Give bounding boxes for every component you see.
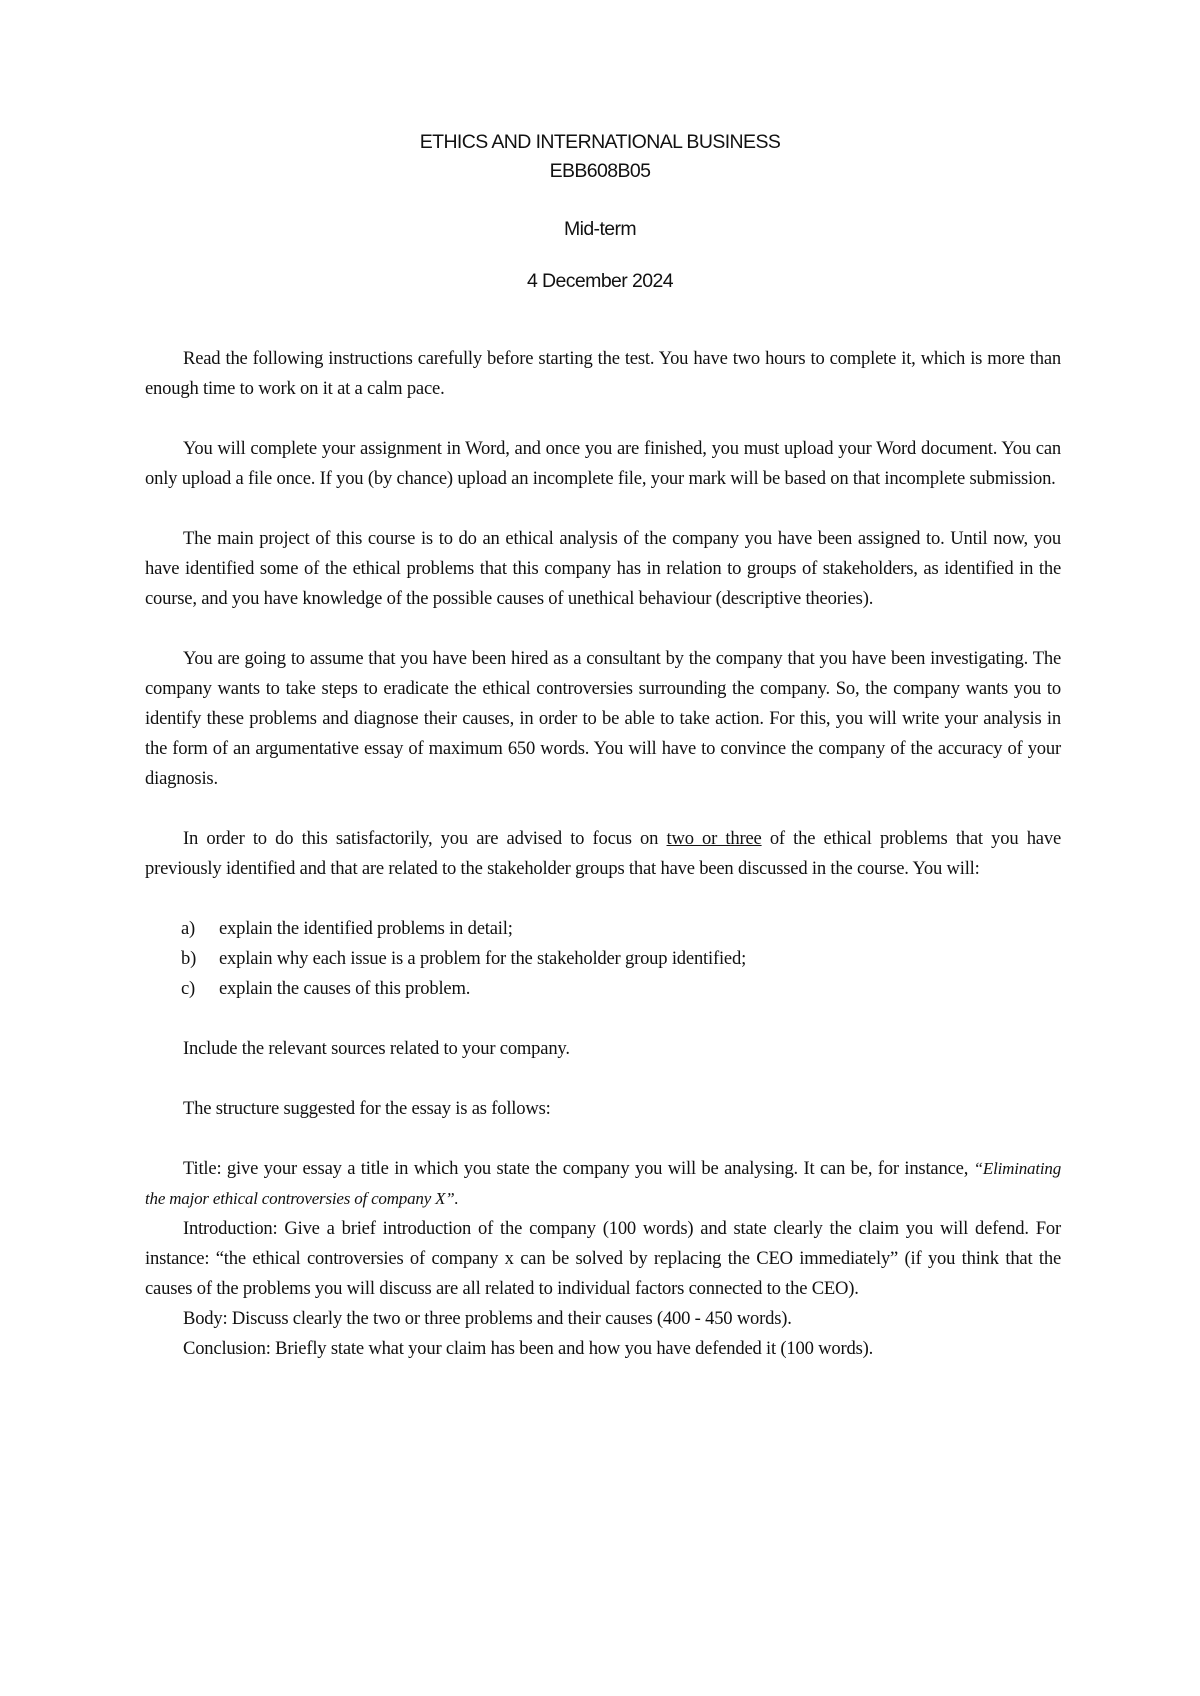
instructions-body <box>145 344 1061 1364</box>
structure-title-example: “Eliminating the major ethical controversies of company X”. <box>145 1159 1061 1208</box>
list-item-text: explain why each issue is a problem for the stakeholder group identified; <box>219 948 747 969</box>
structure-body: Body: Discuss clearly the two or three problems and their causes (400 - 450 words). <box>183 1308 792 1329</box>
paragraph-intro: Read the following instructions carefully before starting the test. You have two hours to complete it, which is more than enough time to work on it at a calm pace. <box>145 348 1061 399</box>
list-marker: c) <box>181 978 196 999</box>
structure-conclusion: Conclusion: Briefly state what your claim has been and how you have defended it (100 words). <box>183 1338 874 1359</box>
list-item-text: explain the causes of this problem. <box>219 978 471 999</box>
paragraph-sources: Include the relevant sources related to your company. <box>183 1038 570 1059</box>
paragraph-project: The main project of this course is to do an ethical analysis of the company you have been assigned to. Until now, you have identified some of the ethical problems that this company has in relation to groups of stakeholders, as identified in the course, and you have knowledge of the possible causes of unethical behaviour (descriptive theories). <box>145 528 1061 609</box>
list-item <box>145 944 1061 974</box>
list-item <box>145 914 1061 944</box>
paragraph-structure-intro: The structure suggested for the essay is as follows: <box>183 1098 551 1119</box>
task-list <box>145 914 1061 1004</box>
course-title: ETHICS AND INTERNATIONAL BUSINESS <box>419 131 781 153</box>
structure-section <box>145 1154 1061 1364</box>
list-marker: b) <box>181 948 197 969</box>
exam-date: 4 December 2024 <box>526 270 673 292</box>
paragraph-upload: You will complete your assignment in Word, and once you are finished, you must upload your Word document. You can only upload a file once. If you (by chance) upload an incomplete file, your mark will be based on that incomplete submission. <box>145 438 1061 489</box>
focus-text-before: In order to do this satisfactorily, you are advised to focus on <box>183 828 667 849</box>
structure-title-text: Title: give your essay a title in which you state the company you will be analysing. It can be, for instance, <box>183 1158 974 1179</box>
structure-introduction: Introduction: Give a brief introduction of the company (100 words) and state clearly the claim you will defend. For instance: “the ethical controversies of company x can be solved by replacing the CEO immediately” (if you think that the causes of the problems you will discuss are all related to individual factors connected to the CEO). <box>145 1218 1061 1299</box>
paragraph-focus <box>145 824 1061 884</box>
list-item <box>145 974 1061 1004</box>
course-code: EBB608B05 <box>549 160 651 182</box>
list-marker: a) <box>181 918 196 939</box>
focus-text-after: of the ethical problems that you have previously identified and that are related to the stakeholder groups that have been discussed in the course. You will: <box>145 828 1061 879</box>
list-item-text: explain the identified problems in detail; <box>219 918 513 939</box>
structure-title <box>145 1154 1061 1214</box>
exam-type: Mid-term <box>563 218 637 240</box>
paragraph-consultant: You are going to assume that you have been hired as a consultant by the company that you have been investigating. The company wants to take steps to eradicate the ethical controversies surrounding the company. So, the company wants you to identify these problems and diagnose their causes, in order to be able to take action. For this, you will write your analysis in the form of an argumentative essay of maximum 650 words. You will have to convince the company of the accuracy of your diagnosis. <box>145 648 1061 789</box>
focus-underlined: two or three <box>666 828 762 849</box>
